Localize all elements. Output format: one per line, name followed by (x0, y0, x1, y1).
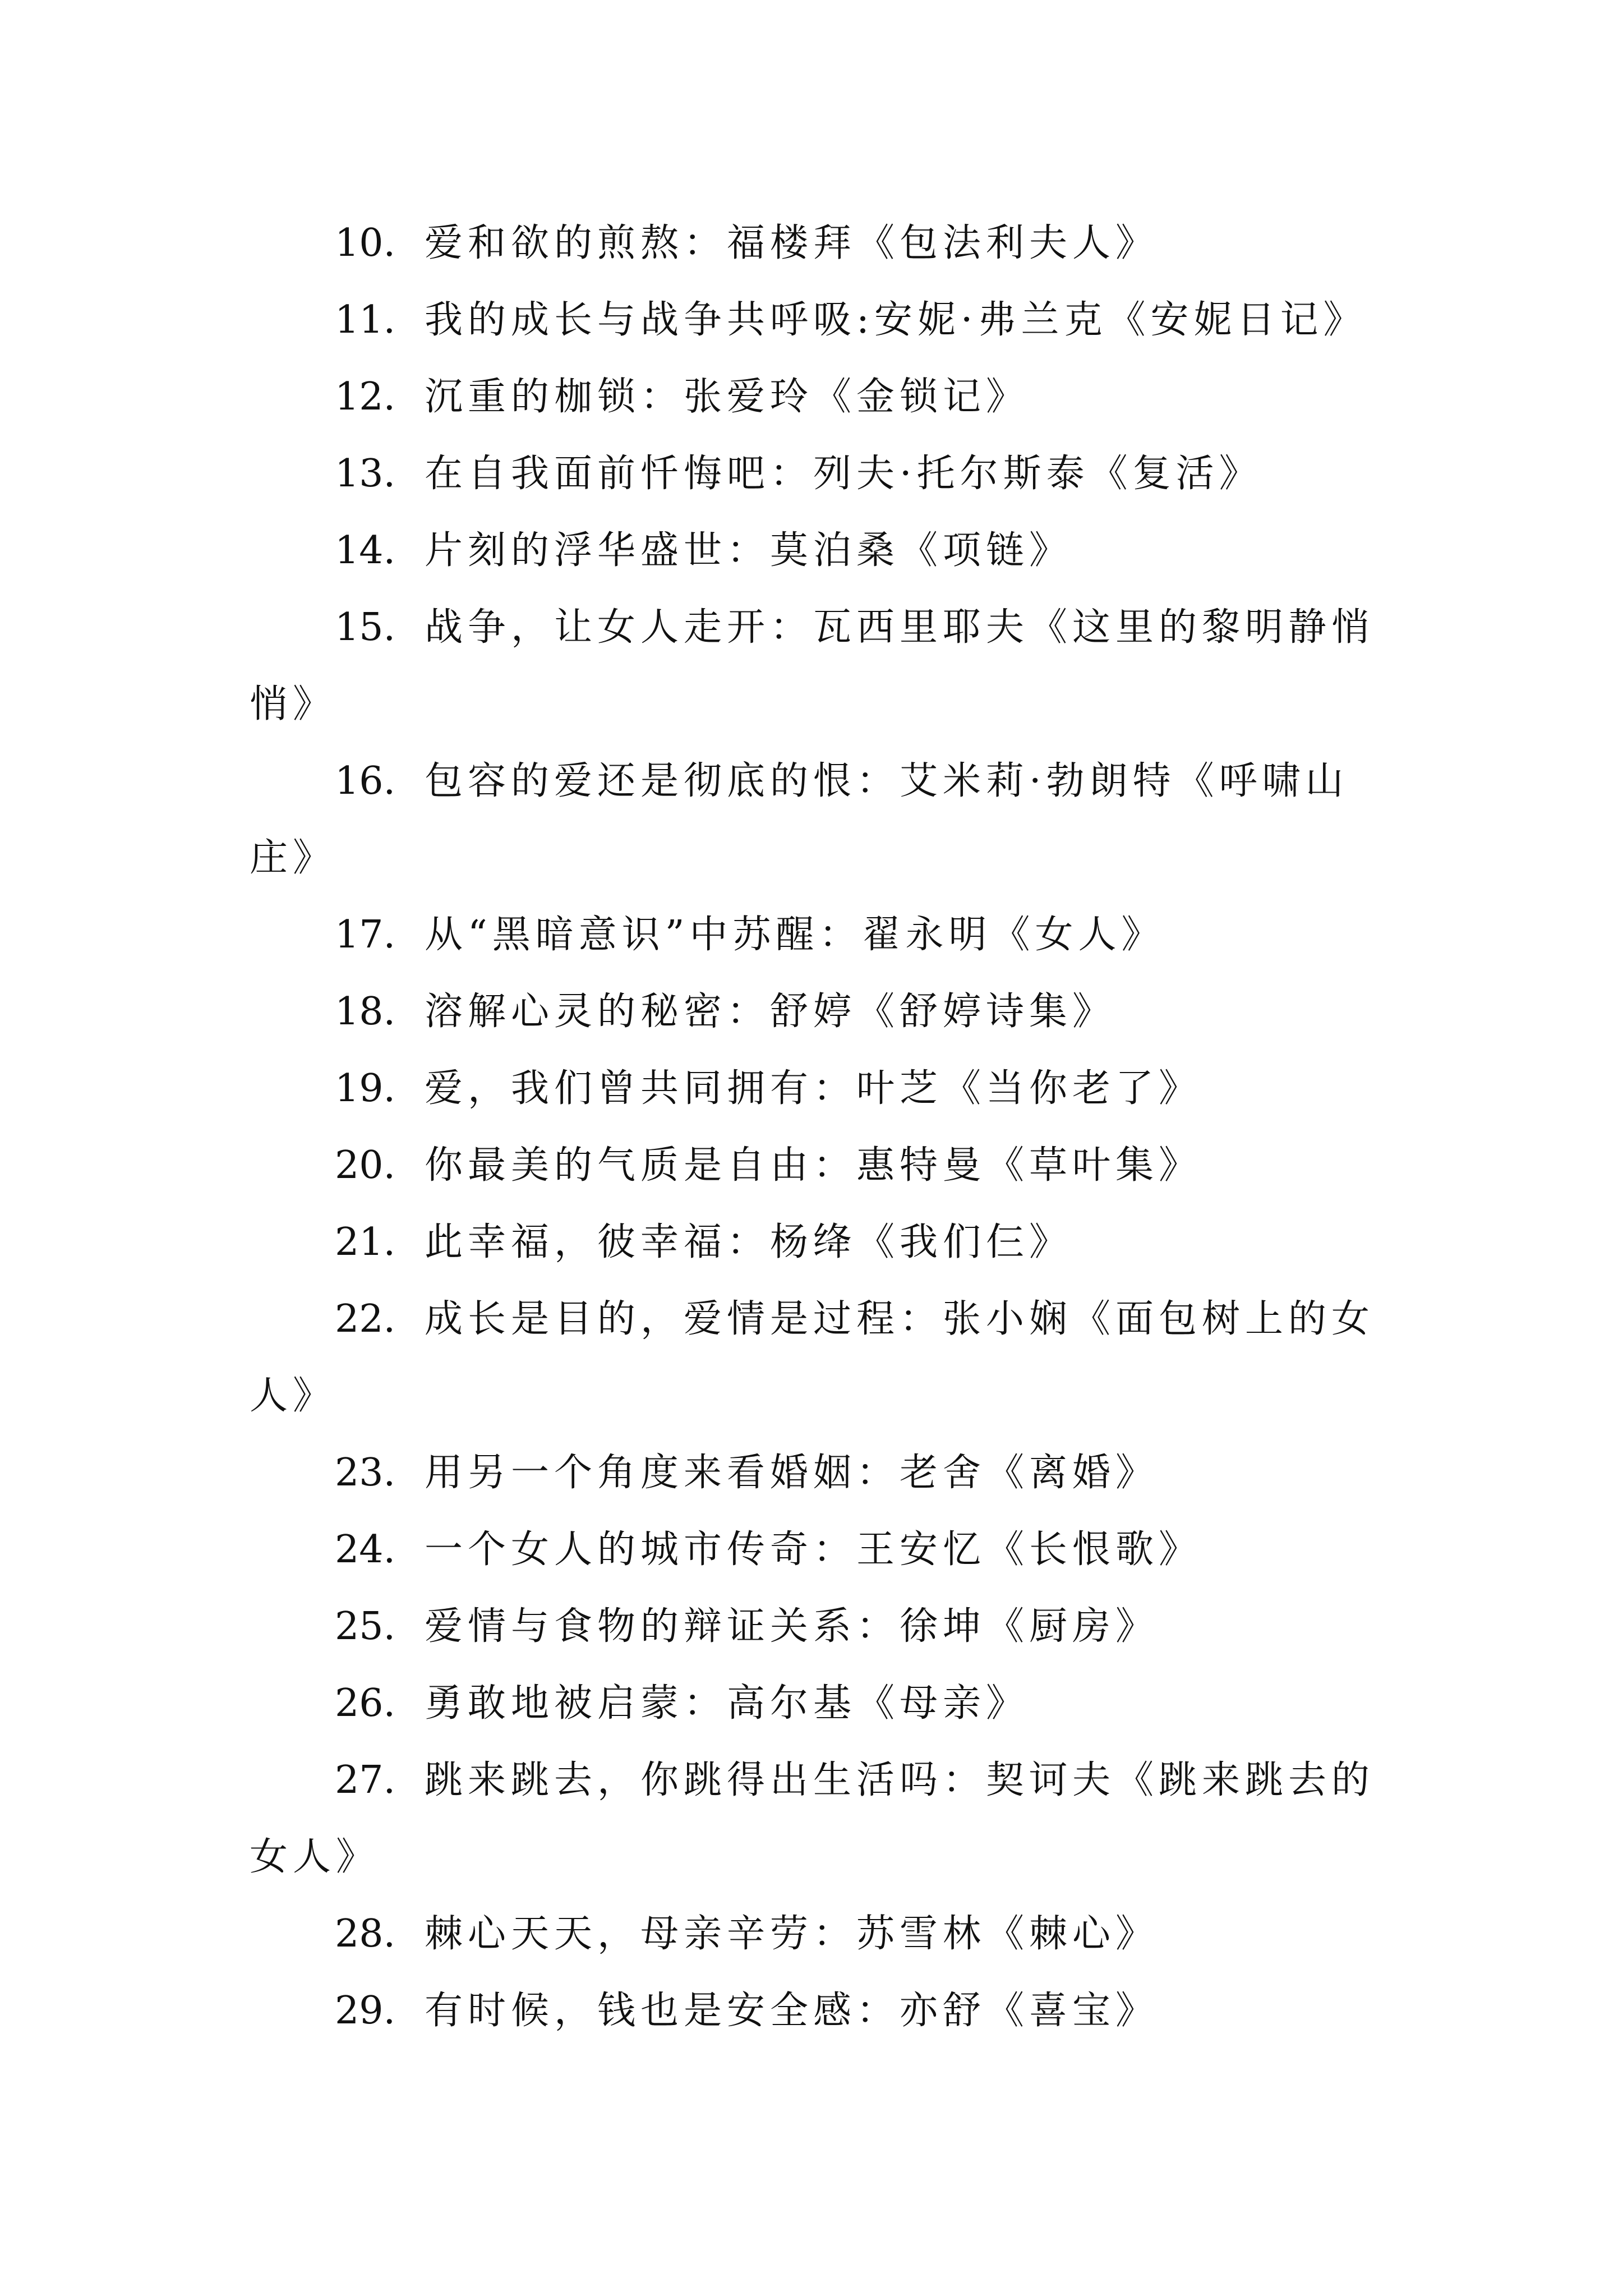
list-item (250, 1281, 1385, 1434)
item-number: 26. (335, 1681, 396, 1726)
list-item (250, 512, 1385, 589)
item-number: 27. (335, 1758, 396, 1802)
list-item (250, 1204, 1385, 1281)
list-item (250, 1511, 1385, 1588)
list-item (250, 205, 1385, 282)
item-number: 11. (335, 298, 396, 342)
list-item (250, 589, 1385, 743)
item-number: 12. (335, 375, 396, 419)
list-item (250, 896, 1385, 973)
item-number: 24. (335, 1527, 396, 1572)
item-number: 25. (335, 1604, 396, 1649)
item-text: 成长是目的，爱情是过程：张小娴《面包树上的女人》 (250, 1297, 1375, 1418)
item-text: 用另一个角度来看婚姻：老舍《离婚》 (425, 1451, 1159, 1495)
list-item (250, 282, 1385, 358)
item-number: 17. (335, 913, 396, 957)
book-list (250, 205, 1385, 2049)
item-number: 23. (335, 1451, 396, 1495)
item-text: 战争，让女人走开：瓦西里耶夫《这里的黎明静悄悄》 (250, 605, 1375, 726)
item-text: 包容的爱还是彻底的恨：艾米莉·勃朗特《呼啸山庄》 (250, 759, 1349, 880)
item-number: 18. (335, 990, 396, 1034)
item-number: 14. (335, 528, 396, 573)
list-item (250, 1895, 1385, 1972)
list-item (250, 1050, 1385, 1127)
item-text: 溶解心灵的秘密：舒婷《舒婷诗集》 (425, 990, 1116, 1034)
list-item (250, 1742, 1385, 1895)
item-text: 我的成长与战争共呼吸:安妮·弗兰克《安妮日记》 (425, 298, 1367, 342)
list-item (250, 435, 1385, 512)
list-item (250, 1972, 1385, 2049)
item-text: 从“黑暗意识”中苏醒：翟永明《女人》 (425, 913, 1165, 957)
list-item (250, 1434, 1385, 1511)
item-text: 片刻的浮华盛世：莫泊桑《项链》 (425, 528, 1073, 573)
list-item (250, 1665, 1385, 1742)
list-item (250, 1588, 1385, 1665)
item-number: 13. (335, 452, 396, 496)
item-number: 16. (335, 759, 396, 803)
list-item (250, 973, 1385, 1050)
list-item (250, 358, 1385, 435)
item-text: 爱，我们曾共同拥有：叶芝《当你老了》 (425, 1066, 1202, 1111)
item-number: 28. (335, 1912, 396, 1956)
item-text: 此幸福，彼幸福：杨绛《我们仨》 (425, 1220, 1073, 1264)
item-text: 棘心天天，母亲辛劳：苏雪林《棘心》 (425, 1912, 1159, 1956)
list-item (250, 743, 1385, 896)
item-text: 沉重的枷锁：张爱玲《金锁记》 (425, 375, 1030, 419)
list-item (250, 1127, 1385, 1204)
item-text: 跳来跳去，你跳得出生活吗：契诃夫《跳来跳去的女人》 (250, 1758, 1375, 1879)
item-text: 有时候，钱也是安全感：亦舒《喜宝》 (425, 1989, 1159, 2033)
item-text: 在自我面前忏悔吧：列夫·托尔斯泰《复活》 (425, 452, 1262, 496)
item-number: 21. (335, 1220, 396, 1264)
item-text: 爱情与食物的辩证关系：徐坤《厨房》 (425, 1604, 1159, 1649)
item-text: 一个女人的城市传奇：王安忆《长恨歌》 (425, 1527, 1202, 1572)
item-number: 22. (335, 1297, 396, 1341)
item-text: 勇敢地被启蒙：高尔基《母亲》 (425, 1681, 1030, 1726)
item-number: 10. (335, 221, 396, 265)
item-text: 你最美的气质是自由：惠特曼《草叶集》 (425, 1143, 1202, 1188)
item-number: 29. (335, 1989, 396, 2033)
item-text: 爱和欲的煎熬：福楼拜《包法利夫人》 (425, 221, 1159, 265)
item-number: 19. (335, 1066, 396, 1111)
item-number: 20. (335, 1143, 396, 1188)
item-number: 15. (335, 605, 396, 650)
